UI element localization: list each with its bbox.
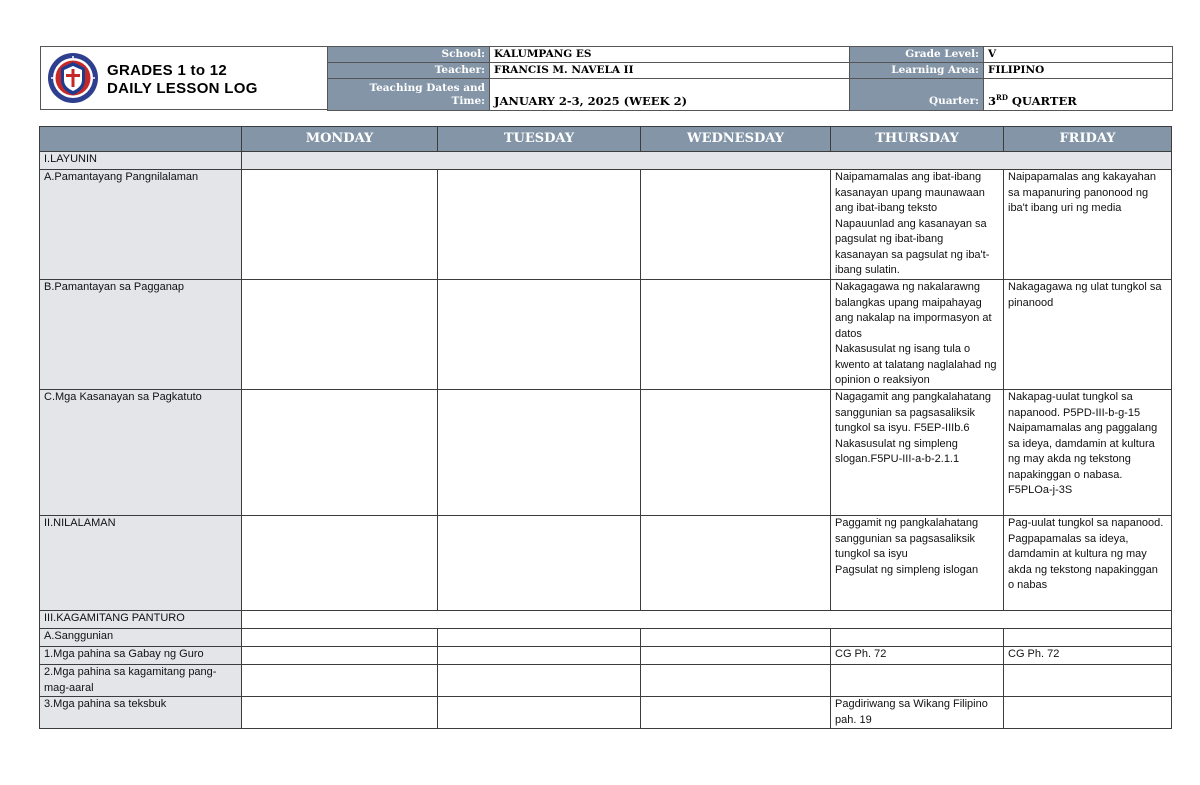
day-tuesday: TUESDAY xyxy=(438,127,641,152)
pamantayang-pangnilalaman-label: A.Pamantayang Pangnilalaman xyxy=(40,170,242,280)
teacher-value: FRANCIS M. NAVELA II xyxy=(490,63,850,79)
monday-cell xyxy=(242,170,438,280)
teaching-dates-label xyxy=(328,79,490,111)
section-kagamitang-fill xyxy=(242,611,1172,629)
quarter-label: Quarter: xyxy=(850,79,984,111)
nilalaman-friday: Pag-uulat tungkol sa napanood. Pagpapamalas sa ideya, damdamin at kultura ng may akda ng tekstong napakinggan o nabas xyxy=(1008,517,1164,591)
quarter-number: 3 xyxy=(988,94,997,108)
friday-cell xyxy=(1004,697,1172,729)
nilalaman-label: II.NILALAMAN xyxy=(40,516,242,611)
tuesday-cell xyxy=(438,170,641,280)
gabay-guro-row xyxy=(40,647,1172,665)
pamantayang-pangnilalaman-thursday: Naipamamalas ang ibat-ibang kasanayan upang maunawaan ang ibat-ibang teksto Napauunlad ang kasanayan sa pagsulat ng ibat-ibang kasanayan sa pagsulat ng iba't-ibang sulatin. xyxy=(835,171,990,276)
friday-cell xyxy=(1004,390,1172,516)
grade-level-label: Grade Level: xyxy=(850,47,984,63)
gabay-guro-label: 1.Mga pahina sa Gabay ng Guro xyxy=(40,647,242,665)
section-kagamitang-row xyxy=(40,611,1172,629)
nilalaman-row xyxy=(40,516,1172,611)
day-monday: MONDAY xyxy=(242,127,438,152)
grade-level-value: V xyxy=(984,47,1173,63)
teksbuk-thursday: Pagdiriwang sa Wikang Filipino pah. 19 xyxy=(835,698,988,726)
wednesday-cell xyxy=(641,647,831,665)
deped-seal-icon xyxy=(47,52,99,104)
day-wednesday: WEDNESDAY xyxy=(641,127,831,152)
learning-area-label: Learning Area: xyxy=(850,63,984,79)
friday-cell xyxy=(1004,629,1172,647)
header-info-table xyxy=(327,46,1173,111)
kasanayan-row xyxy=(40,390,1172,516)
tuesday-cell xyxy=(438,390,641,516)
tuesday-cell xyxy=(438,516,641,611)
monday-cell xyxy=(242,629,438,647)
thursday-cell xyxy=(831,170,1004,280)
tuesday-cell xyxy=(438,697,641,729)
quarter-superscript: RD xyxy=(996,93,1008,103)
sanggunian-label: A.Sanggunian xyxy=(40,629,242,647)
kagamitang-mag-aaral-row xyxy=(40,665,1172,697)
thursday-cell xyxy=(831,516,1004,611)
day-thursday: THURSDAY xyxy=(831,127,1004,152)
tuesday-cell xyxy=(438,665,641,697)
section-layunin-row xyxy=(40,152,1172,170)
monday-cell xyxy=(242,280,438,390)
tuesday-cell xyxy=(438,647,641,665)
kagamitang-mag-aaral-label: 2.Mga pahina sa kagamitang pang-mag-aaral xyxy=(40,665,242,697)
header-title-box xyxy=(40,46,328,110)
wednesday-cell xyxy=(641,170,831,280)
gabay-guro-thursday: CG Ph. 72 xyxy=(831,647,1004,665)
thursday-cell xyxy=(831,665,1004,697)
title-line-2: DAILY LESSON LOG xyxy=(107,80,258,97)
kasanayan-label: C.Mga Kasanayan sa Pagkatuto xyxy=(40,390,242,516)
friday-cell xyxy=(1004,516,1172,611)
monday-cell xyxy=(242,697,438,729)
wednesday-cell xyxy=(641,697,831,729)
lesson-log-table xyxy=(39,126,1172,729)
corner-cell xyxy=(40,127,242,152)
thursday-cell xyxy=(831,697,1004,729)
tuesday-cell xyxy=(438,280,641,390)
monday-cell xyxy=(242,665,438,697)
nilalaman-thursday: Paggamit ng pangkalahatang sanggunian sa pagsasaliksik tungkol sa isyu Pagsulat ng simpleng islogan xyxy=(835,517,979,576)
monday-cell xyxy=(242,390,438,516)
wednesday-cell xyxy=(641,629,831,647)
school-label: School: xyxy=(328,47,490,63)
quarter-value xyxy=(984,79,1173,111)
friday-cell xyxy=(1004,665,1172,697)
friday-cell xyxy=(1004,170,1172,280)
day-friday: FRIDAY xyxy=(1004,127,1172,152)
kasanayan-thursday: Nagagamit ang pangkalahatang sanggunian sa pagsasaliksik tungkol sa isyu. F5EP-IIIb.6 Nakasusulat ng simpleng slogan.F5PU-III-a-b-2.1.1 xyxy=(835,391,991,465)
section-layunin-fill xyxy=(242,152,1172,170)
monday-cell xyxy=(242,647,438,665)
school-value: KALUMPANG ES xyxy=(490,47,850,63)
thursday-cell xyxy=(831,390,1004,516)
pamantayan-sa-pagganap-label: B.Pamantayan sa Pagganap xyxy=(40,280,242,390)
monday-cell xyxy=(242,516,438,611)
teaching-dates-value: JANUARY 2-3, 2025 (WEEK 2) xyxy=(490,79,850,111)
learning-area-value: FILIPINO xyxy=(984,63,1173,79)
sanggunian-row xyxy=(40,629,1172,647)
teksbuk-label: 3.Mga pahina sa teksbuk xyxy=(40,697,242,729)
friday-cell xyxy=(1004,280,1172,390)
teksbuk-row xyxy=(40,697,1172,729)
pamantayang-pangnilalaman-friday: Naipapamalas ang kakayahan sa mapanuring panonood ng iba't ibang uri ng media xyxy=(1008,171,1156,214)
section-kagamitang-label: III.KAGAMITANG PANTURO xyxy=(40,611,242,629)
gabay-guro-friday: CG Ph. 72 xyxy=(1004,647,1172,665)
day-header-row xyxy=(40,127,1172,152)
wednesday-cell xyxy=(641,280,831,390)
wednesday-cell xyxy=(641,516,831,611)
pamantayan-sa-pagganap-friday: Nakagagawa ng ulat tungkol sa pinanood xyxy=(1008,281,1162,309)
pamantayan-sa-pagganap-thursday: Nakagagawa ng nakalarawng balangkas upang maipahayag ang nakalap na impormasyon at datos Nakasusulat ng isang tula o kwento at talatang naglalahad ng opinion o reaksiyon xyxy=(835,281,997,386)
wednesday-cell xyxy=(641,390,831,516)
thursday-cell xyxy=(831,629,1004,647)
title-line-1: GRADES 1 to 12 xyxy=(107,62,228,79)
section-layunin-label: I.LAYUNIN xyxy=(40,152,242,170)
pamantayang-pangnilalaman-row xyxy=(40,170,1172,280)
wednesday-cell xyxy=(641,665,831,697)
tuesday-cell xyxy=(438,629,641,647)
teacher-label: Teacher: xyxy=(328,63,490,79)
thursday-cell xyxy=(831,280,1004,390)
pamantayan-sa-pagganap-row xyxy=(40,280,1172,390)
teaching-dates-label-line2: Time: xyxy=(451,95,485,107)
quarter-text: QUARTER xyxy=(1007,94,1077,108)
page-title xyxy=(107,62,258,98)
kasanayan-friday: Nakapag-uulat tungkol sa napanood. P5PD-III-b-g-15 Naipamamalas ang paggalang sa ideya, damdamin at kultura ng may akda ng tekstong napakinggan o nabasa. F5PLOa-j-3S xyxy=(1008,391,1158,496)
teaching-dates-label-line1: Teaching Dates and xyxy=(369,82,485,94)
